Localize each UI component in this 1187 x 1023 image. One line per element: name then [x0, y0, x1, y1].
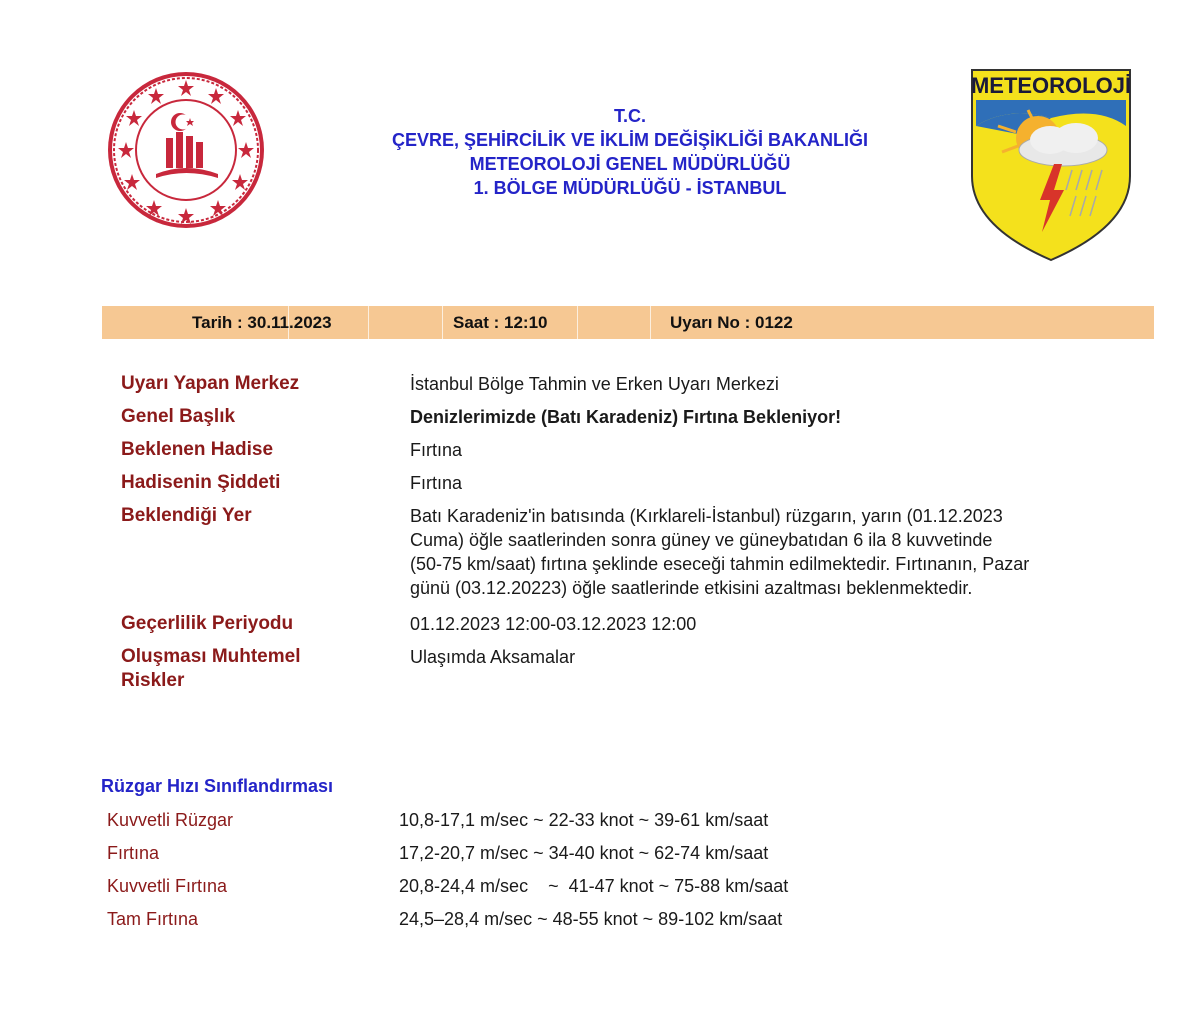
warning-number-label: Uyarı No : 0122 — [670, 313, 793, 332]
field-value-title: Denizlerimizde (Batı Karadeniz) Fırtına Bekleniyor! — [410, 407, 842, 427]
field-value-risks: Ulaşımda Aksamalar — [410, 647, 576, 667]
risks-label-line-2: Riskler — [121, 670, 185, 691]
wind-value-strong-storm: 20,8-24,4 m/sec ~ 41-47 knot ~ 75-88 km/saat — [399, 876, 789, 896]
info-bar — [102, 306, 1154, 339]
wind-value-strong-wind: 10,8-17,1 m/sec ~ 22-33 knot ~ 39-61 km/saat — [399, 810, 769, 830]
field-label-title: Genel Başlık — [121, 406, 236, 427]
wind-label-strong-wind: Kuvvetli Rüzgar — [107, 810, 234, 830]
location-line-2: Cuma) öğle saatlerinden sonra güney ve güneybatıdan 6 ila 8 kuvvetinde — [410, 530, 993, 550]
field-value-center: İstanbul Bölge Tahmin ve Erken Uyarı Merkezi — [410, 374, 779, 394]
wind-value-full-storm: 24,5–28,4 m/sec ~ 48-55 knot ~ 89-102 km/saat — [399, 909, 783, 929]
meteoroloji-shield-logo — [968, 66, 1134, 262]
field-value-validity: 01.12.2023 12:00-03.12.2023 12:00 — [410, 614, 697, 634]
header-titles — [280, 104, 980, 200]
field-value-event: Fırtına — [410, 440, 463, 460]
wind-label-full-storm: Tam Fırtına — [107, 909, 199, 929]
field-label-risks — [121, 645, 381, 693]
risks-label-line-1: Oluşması Muhtemel — [121, 646, 301, 667]
header-line-directorate: METEOROLOJİ GENEL MÜDÜRLÜĞÜ — [469, 154, 791, 174]
location-line-3: (50-75 km/saat) fırtına şeklinde eseceği tahmin edilmektedir. Fırtınanın, Pazar — [410, 554, 1030, 574]
date-label: Tarih : 30.11.2023 — [192, 313, 332, 332]
header-line-tc: T.C. — [613, 106, 646, 126]
met-logo-text: METEOROLOJİ — [970, 73, 1132, 98]
field-value-severity: Fırtına — [410, 473, 463, 493]
field-label-location: Beklendiği Yer — [121, 505, 252, 526]
field-label-center: Uyarı Yapan Merkez — [121, 373, 300, 394]
location-line-1: Batı Karadeniz'in batısında (Kırklareli-İstanbul) rüzgarın, yarın (01.12.2023 — [410, 506, 1003, 526]
wind-section-title: Rüzgar Hızı Sınıflandırması — [101, 776, 334, 796]
location-line-4: günü (03.12.20223) öğle saatlerinde etkisini azaltması beklenmektedir. — [410, 578, 973, 598]
time-label: Saat : 12:10 — [453, 313, 548, 332]
header-line-region: 1. BÖLGE MÜDÜRLÜĞÜ - İSTANBUL — [473, 178, 787, 198]
field-label-validity: Geçerlilik Periyodu — [121, 613, 294, 634]
field-value-location — [410, 504, 1130, 600]
field-label-event: Beklenen Hadise — [121, 439, 274, 460]
ministry-seal-logo — [106, 70, 266, 230]
wind-value-storm: 17,2-20,7 m/sec ~ 34-40 knot ~ 62-74 km/saat — [399, 843, 769, 863]
field-label-severity: Hadisenin Şiddeti — [121, 472, 281, 493]
wind-label-strong-storm: Kuvvetli Fırtına — [107, 876, 228, 896]
header-line-ministry: ÇEVRE, ŞEHİRCİLİK VE İKLİM DEĞİŞİKLİĞİ BAKANLIĞI — [391, 130, 869, 150]
wind-label-storm: Fırtına — [107, 843, 160, 863]
